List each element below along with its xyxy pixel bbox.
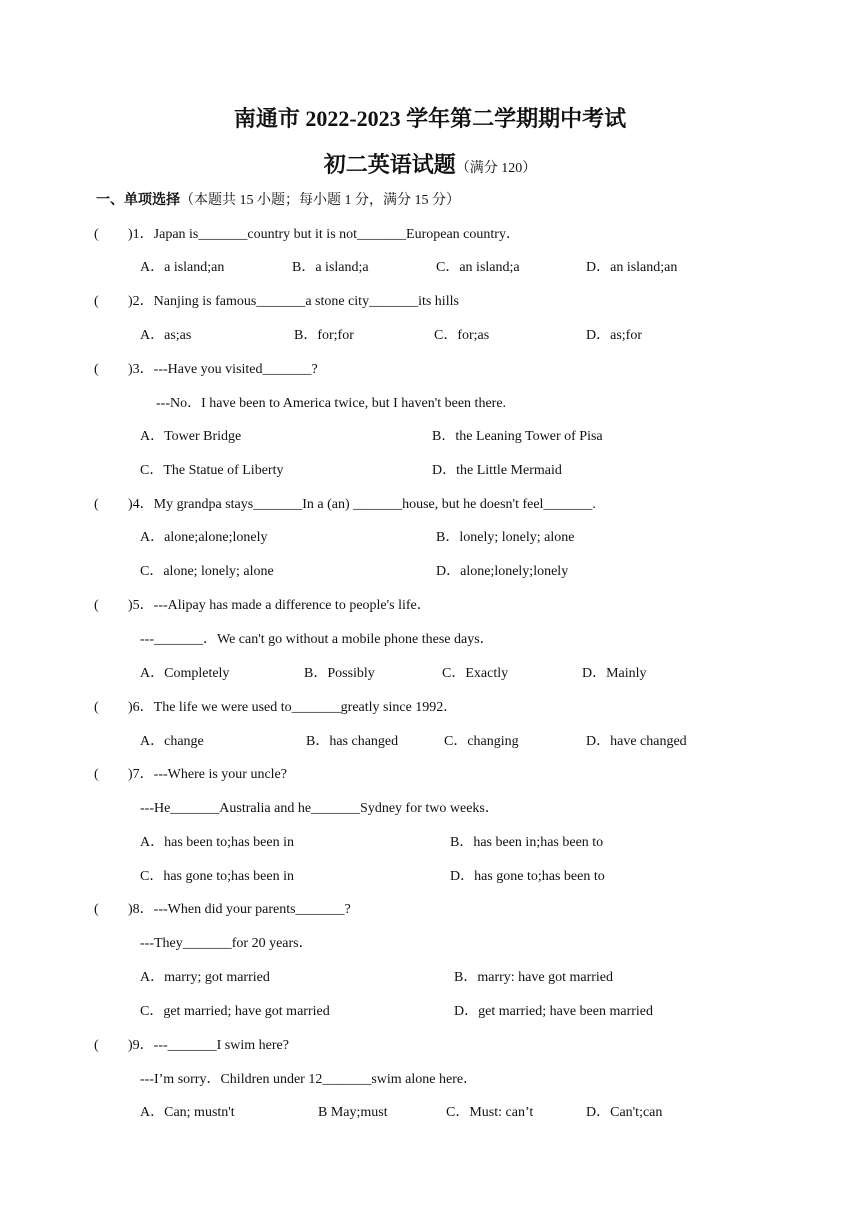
question-stem: )8．---When did your parents_______? [128,902,351,917]
answer-option: A．Can; mustn't [140,1105,235,1120]
score-note: （满分 120） [455,161,537,176]
answer-option: D．Can't;can [586,1105,663,1120]
answer-paren: ( [94,902,99,917]
answer-option: B．lonely; lonely; alone [436,530,575,545]
answer-option: B．has been in;has been to [450,835,604,850]
question-stem: )9．---_______I swim here? [128,1038,289,1053]
answer-option: D．get married; have been married [454,1004,654,1019]
answer-paren: ( [94,497,99,512]
answer-option: B．Possibly [304,666,375,681]
answer-option: A．has been to;has been in [140,835,294,850]
section-note: （本题共 15 小题；每小题 1 分，满分 15 分） [180,193,460,208]
question-stem: )6．The life we were used to_______greatly since 1992． [128,700,458,715]
answer-option: C．an island;a [436,260,520,275]
dialogue-line: ---They_______for 20 years． [140,936,313,951]
dialogue-line: ---No．I have been to America twice, but I haven't been there. [156,396,507,411]
answer-option: D．an island;an [586,260,678,275]
answer-option: A．marry; got married [140,970,270,985]
dialogue-line: ---_______．We can't go without a mobile phone these days． [140,632,494,647]
answer-option: C．Must: can’t [446,1105,534,1120]
answer-paren: ( [94,700,99,715]
exam-subtitle [0,148,860,179]
answer-option: A．Tower Bridge [140,429,242,444]
question-stem: )4．My grandpa stays_______In a (an) _______house, but he doesn't feel_______. [128,497,596,512]
question-stem: )1．Japan is_______country but it is not_______European country． [128,227,520,242]
answer-option: D．have changed [586,734,687,749]
answer-option: A．a island;an [140,260,225,275]
answer-paren: ( [94,227,99,242]
answer-option: D．alone;lonely;lonely [436,564,569,579]
answer-option: B．the Leaning Tower of Pisa [432,429,603,444]
question-stem: )3．---Have you visited_______? [128,362,318,377]
question-stem: )7．---Where is your uncle? [128,767,287,782]
answer-option: C．Exactly [442,666,509,681]
subject-title: 初二英语试题 [323,152,456,177]
answer-option: A．Completely [140,666,230,681]
answer-option: B．marry: have got married [454,970,614,985]
answer-paren: ( [94,294,99,309]
answer-paren: ( [94,767,99,782]
answer-option: B May;must [318,1105,388,1120]
answer-option: C．changing [444,734,519,749]
answer-option: C．get married; have got married [140,1004,330,1019]
answer-option: A．alone;alone;lonely [140,530,268,545]
answer-option: B．has changed [306,734,399,749]
question-stem: )5．---Alipay has made a difference to people's life． [128,598,431,613]
answer-option: C．alone; lonely; alone [140,564,274,579]
answer-option: A．change [140,734,204,749]
answer-option: D．Mainly [582,666,647,681]
answer-option: B．for;for [294,328,354,343]
dialogue-line: ---I’m sorry．Children under 12_______swim alone here． [140,1072,478,1087]
answer-paren: ( [94,1038,99,1053]
answer-option: C．for;as [434,328,490,343]
exam-title: 南通市 2022-2023 学年第二学期期中考试 [233,106,627,131]
answer-option: D．the Little Mermaid [432,463,562,478]
question-stem: )2．Nanjing is famous_______a stone city_______its hills [128,294,459,309]
answer-option: A．as;as [140,328,192,343]
answer-option: C．has gone to;has been in [140,869,294,884]
section-heading [96,192,460,210]
answer-paren: ( [94,598,99,613]
section-title: 一、单项选择 [96,193,180,208]
answer-option: D．has gone to;has been to [450,869,605,884]
dialogue-line: ---He_______Australia and he_______Sydney for two weeks． [140,801,499,816]
answer-paren: ( [94,362,99,377]
answer-option: D．as;for [586,328,642,343]
answer-option: B．a island;a [292,260,369,275]
answer-option: C．The Statue of Liberty [140,463,284,478]
